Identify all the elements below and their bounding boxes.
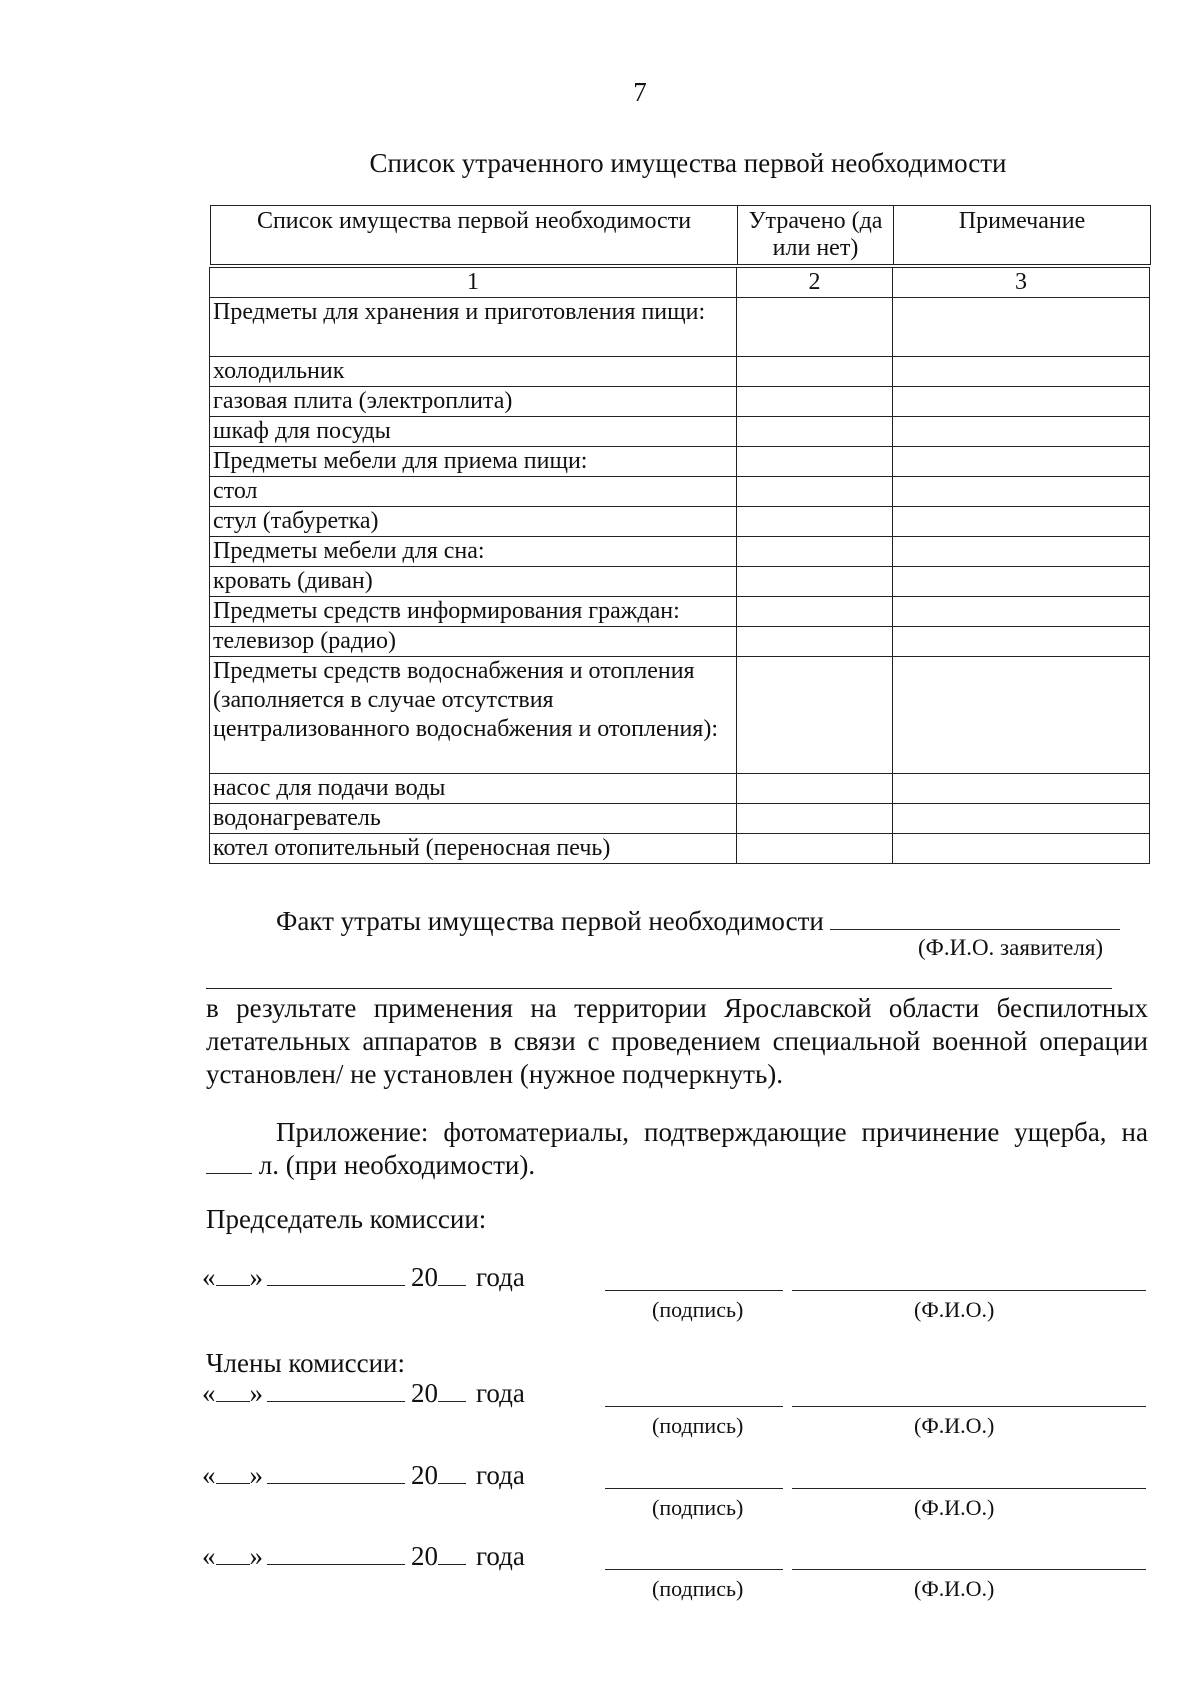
member-signature-row (0, 1457, 1200, 1527)
year-field[interactable] (438, 1540, 466, 1565)
month-field[interactable] (267, 1459, 405, 1484)
column-number-row (210, 268, 1150, 298)
table-row (210, 298, 1150, 357)
member-signature-row (0, 1538, 1200, 1608)
item-label: газовая плита (электроплита) (210, 387, 737, 417)
item-label: Предметы средств информирования граждан: (210, 597, 737, 627)
name-caption: (Ф.И.О.) (914, 1297, 995, 1322)
note-cell[interactable] (893, 447, 1150, 477)
lost-cell[interactable] (737, 417, 893, 447)
note-cell[interactable] (893, 507, 1150, 537)
signature-caption: (подпись) (652, 1495, 744, 1520)
table-row (210, 627, 1150, 657)
header-note: Примечание (894, 206, 1151, 265)
signature-field[interactable] (605, 1488, 783, 1489)
table-row (210, 387, 1150, 417)
applicant-name-caption: (Ф.И.О. заявителя) (918, 935, 1104, 960)
note-cell[interactable] (893, 834, 1150, 864)
note-cell[interactable] (893, 537, 1150, 567)
year-field[interactable] (438, 1459, 466, 1484)
note-cell[interactable] (893, 357, 1150, 387)
signature-caption: (подпись) (652, 1297, 744, 1322)
note-cell[interactable] (893, 298, 1150, 357)
item-label: кровать (диван) (210, 567, 737, 597)
name-caption: (Ф.И.О.) (914, 1495, 995, 1520)
day-field[interactable] (216, 1377, 250, 1402)
chairman-signature-row (0, 1259, 1200, 1329)
note-cell[interactable] (893, 804, 1150, 834)
table-row (210, 597, 1150, 627)
signature-caption: (подпись) (652, 1576, 744, 1601)
lost-cell[interactable] (737, 447, 893, 477)
item-label: Предметы для хранения и приготовления пищи: (210, 298, 737, 357)
lost-cell[interactable] (737, 537, 893, 567)
note-cell[interactable] (893, 774, 1150, 804)
lost-cell[interactable] (737, 627, 893, 657)
lost-cell[interactable] (737, 387, 893, 417)
note-cell[interactable] (893, 597, 1150, 627)
table-row (210, 417, 1150, 447)
item-label: стол (210, 477, 737, 507)
note-cell[interactable] (893, 567, 1150, 597)
lost-cell[interactable] (737, 567, 893, 597)
table-row (210, 567, 1150, 597)
name-caption: (Ф.И.О.) (914, 1413, 995, 1438)
result-paragraph: в результате применения на территории Ярославской области беспилотных летательных аппаратов в связи с проведением специальной военной операции установлен/ не установлен (нужное подчеркнуть). (206, 993, 1148, 1089)
item-label: телевизор (радио) (210, 627, 737, 657)
table-header (210, 205, 1151, 265)
item-label: Предметы мебели для сна: (210, 537, 737, 567)
date-block: « » 20 года (202, 1460, 525, 1490)
signature-field[interactable] (605, 1406, 783, 1407)
lost-cell[interactable] (737, 477, 893, 507)
lost-cell[interactable] (737, 657, 893, 774)
item-label: стул (табуретка) (210, 507, 737, 537)
note-cell[interactable] (893, 627, 1150, 657)
item-label: водонагреватель (210, 804, 737, 834)
name-field[interactable] (792, 1569, 1146, 1570)
date-block: « » 20 года (202, 1262, 525, 1292)
signature-caption: (подпись) (652, 1413, 744, 1438)
chairman-label: Председатель комиссии: (206, 1204, 487, 1234)
table-row (210, 537, 1150, 567)
month-field[interactable] (267, 1377, 405, 1402)
table-row (210, 447, 1150, 477)
attachment-text-end: л. (при необходимости). (258, 1150, 536, 1180)
item-label: холодильник (210, 357, 737, 387)
table-row (210, 657, 1150, 774)
note-cell[interactable] (893, 387, 1150, 417)
table-row (210, 804, 1150, 834)
name-caption: (Ф.И.О.) (914, 1576, 995, 1601)
header-property-list: Список имущества первой необходимости (211, 206, 738, 265)
lost-cell[interactable] (737, 298, 893, 357)
member-signature-row (0, 1375, 1200, 1445)
document-title: Список утраченного имущества первой необходимости (369, 148, 1007, 178)
table-row (210, 774, 1150, 804)
attachment-text: Приложение: фотоматериалы, подтверждающие причинение ущерба, на (276, 1117, 1148, 1147)
lost-cell[interactable] (737, 804, 893, 834)
column-number: 1 (210, 268, 737, 298)
lost-cell[interactable] (737, 507, 893, 537)
item-label: Предметы мебели для приема пищи: (210, 447, 737, 477)
item-label: шкаф для посуды (210, 417, 737, 447)
table-row (210, 477, 1150, 507)
day-field[interactable] (216, 1540, 250, 1565)
attachment-paragraph (206, 1116, 1148, 1182)
fact-text: Факт утраты имущества первой необходимости (276, 906, 824, 936)
item-label: котел отопительный (переносная печь) (210, 834, 737, 864)
applicant-name-continuation-line[interactable] (206, 988, 1112, 989)
table-row (210, 507, 1150, 537)
lost-cell[interactable] (737, 357, 893, 387)
column-number: 3 (893, 268, 1150, 298)
date-block: « » 20 года (202, 1541, 525, 1571)
note-cell[interactable] (893, 657, 1150, 774)
applicant-name-field[interactable] (830, 903, 1120, 930)
lost-cell[interactable] (737, 774, 893, 804)
signature-field[interactable] (605, 1290, 783, 1291)
item-label: насос для подачи воды (210, 774, 737, 804)
month-field[interactable] (267, 1261, 405, 1286)
item-label: Предметы средств водоснабжения и отопления (заполняется в случае отсутствия централизованного водоснабжения и отопления): (210, 657, 737, 774)
table-row (210, 834, 1150, 864)
property-table (209, 267, 1150, 864)
lost-cell[interactable] (737, 834, 893, 864)
year-field[interactable] (438, 1377, 466, 1402)
table-row (210, 357, 1150, 387)
page-number: 7 (633, 77, 647, 107)
header-lost: Утрачено (да или нет) (738, 206, 894, 265)
name-field[interactable] (792, 1488, 1146, 1489)
day-field[interactable] (216, 1261, 250, 1286)
day-field[interactable] (216, 1459, 250, 1484)
note-cell[interactable] (893, 477, 1150, 507)
date-block: « » 20 года (202, 1378, 525, 1408)
sheet-count-field[interactable] (206, 1149, 252, 1174)
lost-cell[interactable] (737, 597, 893, 627)
note-cell[interactable] (893, 417, 1150, 447)
name-field[interactable] (792, 1290, 1146, 1291)
column-number: 2 (737, 268, 893, 298)
name-field[interactable] (792, 1406, 1146, 1407)
members-label: Члены комиссии: (206, 1348, 405, 1378)
signature-field[interactable] (605, 1569, 783, 1570)
year-field[interactable] (438, 1261, 466, 1286)
month-field[interactable] (267, 1540, 405, 1565)
